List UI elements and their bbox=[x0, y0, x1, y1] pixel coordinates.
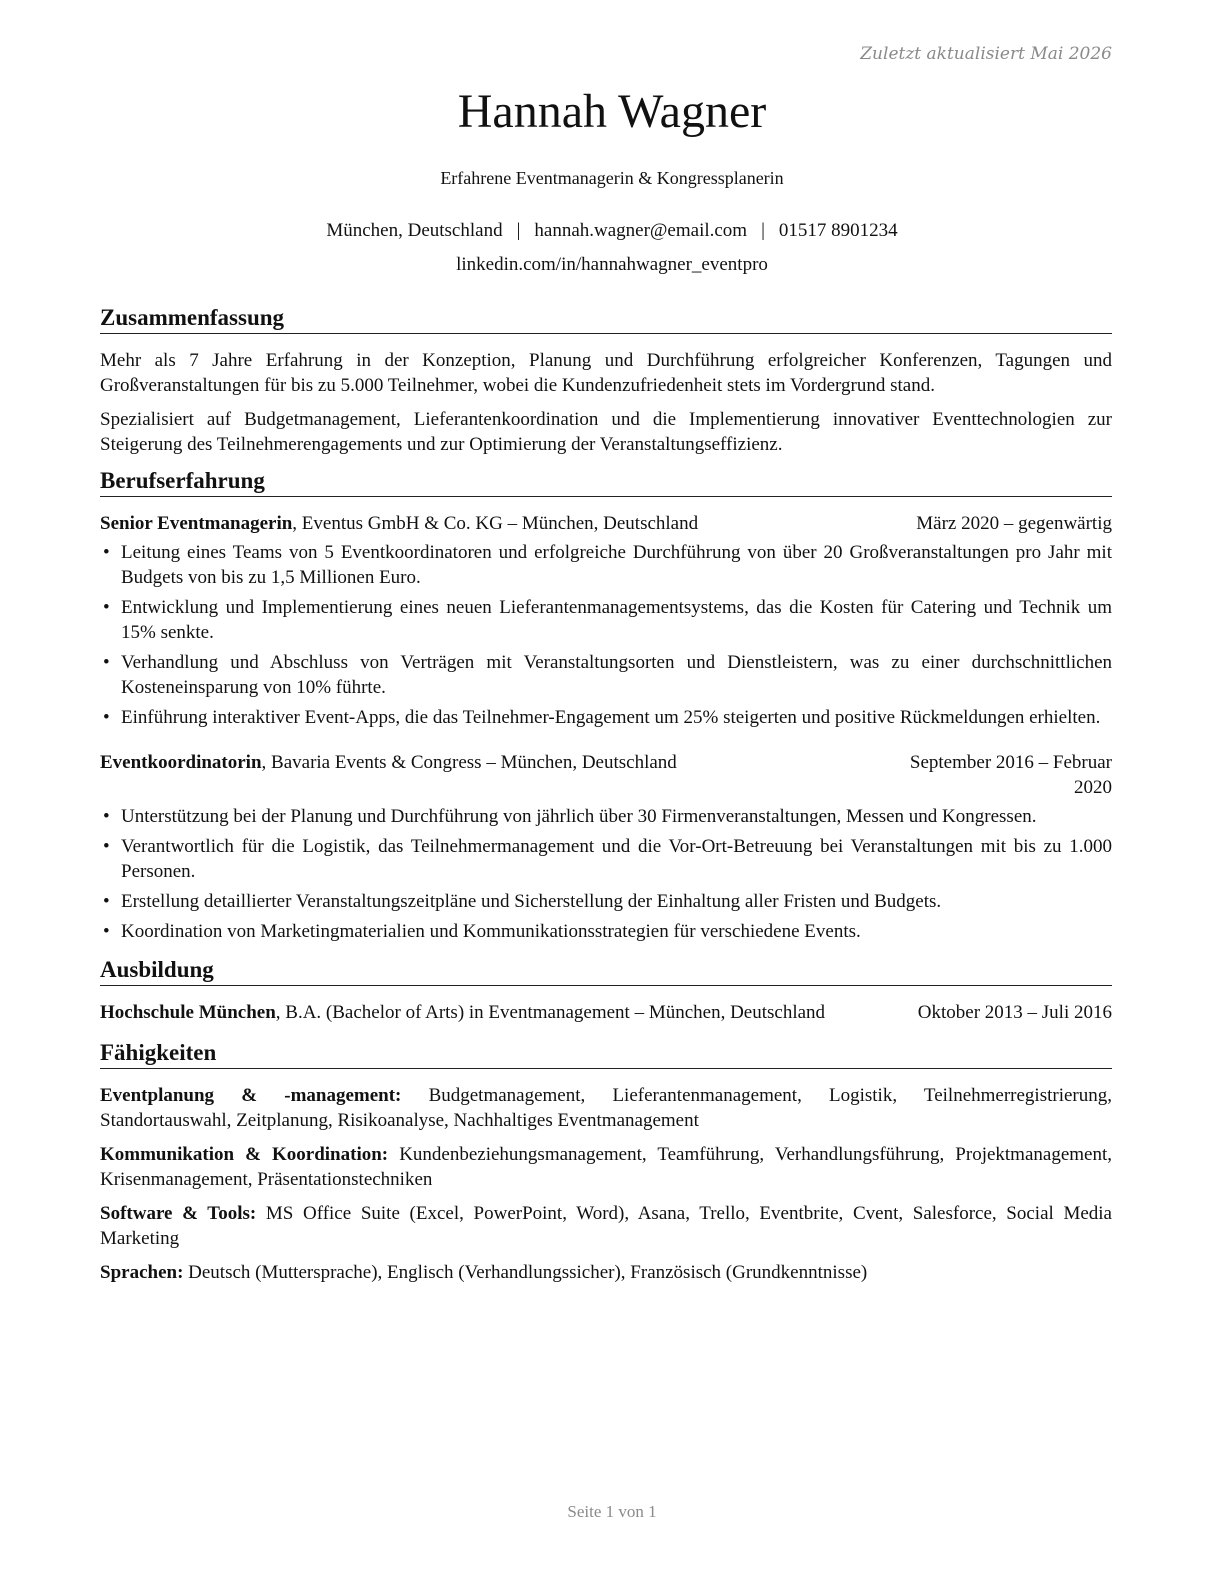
job-bullets bbox=[100, 540, 1112, 730]
experience-section bbox=[100, 467, 1112, 944]
education-entry bbox=[100, 1000, 1112, 1025]
job-title-line bbox=[100, 511, 916, 536]
last-updated-note: Zuletzt aktualisiert Mai 2026 bbox=[860, 44, 1112, 64]
candidate-tagline: Erfahrene Eventmanagerin & Kongressplanerin bbox=[440, 168, 784, 188]
summary-paragraph: Mehr als 7 Jahre Erfahrung in der Konzeption, Planung und Durchführung erfolgreicher Konferenzen, Tagungen und Großveranstaltungen für bis zu 5.000 Teilnehmer, wobei die Kundenzufriedenheit stets im Vordergrund stand. bbox=[100, 350, 1112, 396]
page-footer: Seite 1 von 1 bbox=[567, 1502, 657, 1521]
contact-linkedin[interactable]: linkedin.com/in/hannahwagner_eventpro bbox=[456, 254, 768, 275]
job-dates: März 2020 – gegenwärtig bbox=[916, 513, 1112, 534]
job-company: , Eventus GmbH & Co. KG – München, Deutschland bbox=[292, 513, 699, 534]
job-header bbox=[100, 511, 1112, 536]
job-title-line bbox=[100, 750, 872, 775]
education-line bbox=[100, 1000, 918, 1025]
education-degree: , B.A. (Bachelor of Arts) in Eventmanagement – München, Deutschland bbox=[275, 1002, 826, 1023]
section-heading-education: Ausbildung bbox=[100, 956, 1112, 986]
skill-items: Kundenbeziehungsmanagement, Teamführung, Verhandlungsführung, Projektmanagement, Krisenmanagement, Präsentationstechniken bbox=[100, 1144, 1112, 1190]
job-dates: September 2016 – Februar 2020 bbox=[909, 752, 1112, 798]
skill-group bbox=[100, 1083, 1112, 1133]
skill-label: Kommunikation & Koordination: bbox=[100, 1144, 389, 1165]
job-bullet: • Erstellung detaillierter Veranstaltungszeitpläne und Sicherstellung der Einhaltung aller Fristen und Budgets. bbox=[100, 889, 1112, 914]
skill-label: Eventplanung & -management: bbox=[100, 1085, 402, 1106]
section-heading-experience: Berufserfahrung bbox=[100, 467, 1112, 497]
skills-section bbox=[100, 1039, 1112, 1285]
section-heading-skills: Fähigkeiten bbox=[100, 1039, 1112, 1069]
contact-separator: | bbox=[761, 220, 765, 241]
job-entry bbox=[100, 511, 1112, 730]
job-title: Eventkoordinatorin bbox=[100, 752, 262, 773]
contact-separator: | bbox=[516, 220, 521, 241]
education-dates: Oktober 2013 – Juli 2016 bbox=[917, 1002, 1112, 1023]
job-bullet: • Entwicklung und Implementierung eines neuen Lieferantenmanagementsystems, das die Kosten für Catering und Technik um 15% senkte. bbox=[100, 595, 1112, 645]
job-bullets bbox=[100, 804, 1112, 944]
contact-location: München, Deutschland bbox=[326, 220, 503, 241]
skill-label: Sprachen: bbox=[100, 1262, 184, 1283]
job-header bbox=[100, 750, 1112, 800]
job-bullet: • Verhandlung und Abschluss von Verträgen mit Veranstaltungsorten und Dienstleistern, was zu einer durchschnittlichen Kosteneinsparung von 10% führte. bbox=[100, 650, 1112, 700]
section-heading-summary: Zusammenfassung bbox=[100, 304, 1112, 334]
skill-items: MS Office Suite (Excel, PowerPoint, Word), Asana, Trello, Eventbrite, Cvent, Salesforce, Social Media Marketing bbox=[100, 1203, 1112, 1249]
contact-phone: 01517 8901234 bbox=[778, 220, 898, 241]
education-school: Hochschule München bbox=[100, 1002, 276, 1023]
job-bullet: • Verantwortlich für die Logistik, das Teilnehmermanagement und die Vor-Ort-Betreuung bei Veranstaltungen mit bis zu 1.000 Personen. bbox=[100, 834, 1112, 884]
skill-group bbox=[100, 1201, 1112, 1251]
skill-label: Software & Tools: bbox=[100, 1203, 257, 1224]
skill-items: Deutsch (Muttersprache), Englisch (Verhandlungssicher), Französisch (Grundkenntnisse) bbox=[188, 1262, 868, 1283]
resume-body bbox=[100, 304, 1112, 1295]
skill-items: Budgetmanagement, Lieferantenmanagement, Logistik, Teilnehmerregistrierung, Standortauswahl, Zeitplanung, Risikoanalyse, Nachhaltiges Eventmanagement bbox=[100, 1085, 1112, 1131]
contact-email[interactable]: hannah.wagner@email.com bbox=[534, 220, 748, 241]
job-bullet: • Leitung eines Teams von 5 Eventkoordinatoren und erfolgreiche Durchführung von über 20 Großveranstaltungen pro Jahr mit Budgets von bis zu 1,5 Millionen Euro. bbox=[100, 540, 1112, 590]
job-company: , Bavaria Events & Congress – München, Deutschland bbox=[261, 752, 677, 773]
skill-group bbox=[100, 1142, 1112, 1192]
candidate-name: Hannah Wagner bbox=[457, 85, 767, 138]
contact-line bbox=[0, 220, 1224, 242]
job-title: Senior Eventmanagerin bbox=[100, 513, 293, 534]
job-entry bbox=[100, 750, 1112, 944]
job-bullet: • Einführung interaktiver Event-Apps, die das Teilnehmer-Engagement um 25% steigerten und positive Rückmeldungen erhielten. bbox=[100, 705, 1112, 730]
summary-paragraph: Spezialisiert auf Budgetmanagement, Lieferantenkoordination und die Implementierung innovativer Eventtechnologien zur Steigerung des Teilnehmerengagements und zur Optimierung der Veranstaltungseffizienz. bbox=[100, 409, 1112, 455]
education-section bbox=[100, 956, 1112, 1025]
job-bullet: • Koordination von Marketingmaterialien und Kommunikationsstrategien für verschiedene Events. bbox=[100, 919, 1112, 944]
job-bullet: • Unterstützung bei der Planung und Durchführung von jährlich über 30 Firmenveranstaltungen, Messen und Kongressen. bbox=[100, 804, 1112, 829]
summary-section bbox=[100, 304, 1112, 457]
skill-group bbox=[100, 1260, 1112, 1285]
